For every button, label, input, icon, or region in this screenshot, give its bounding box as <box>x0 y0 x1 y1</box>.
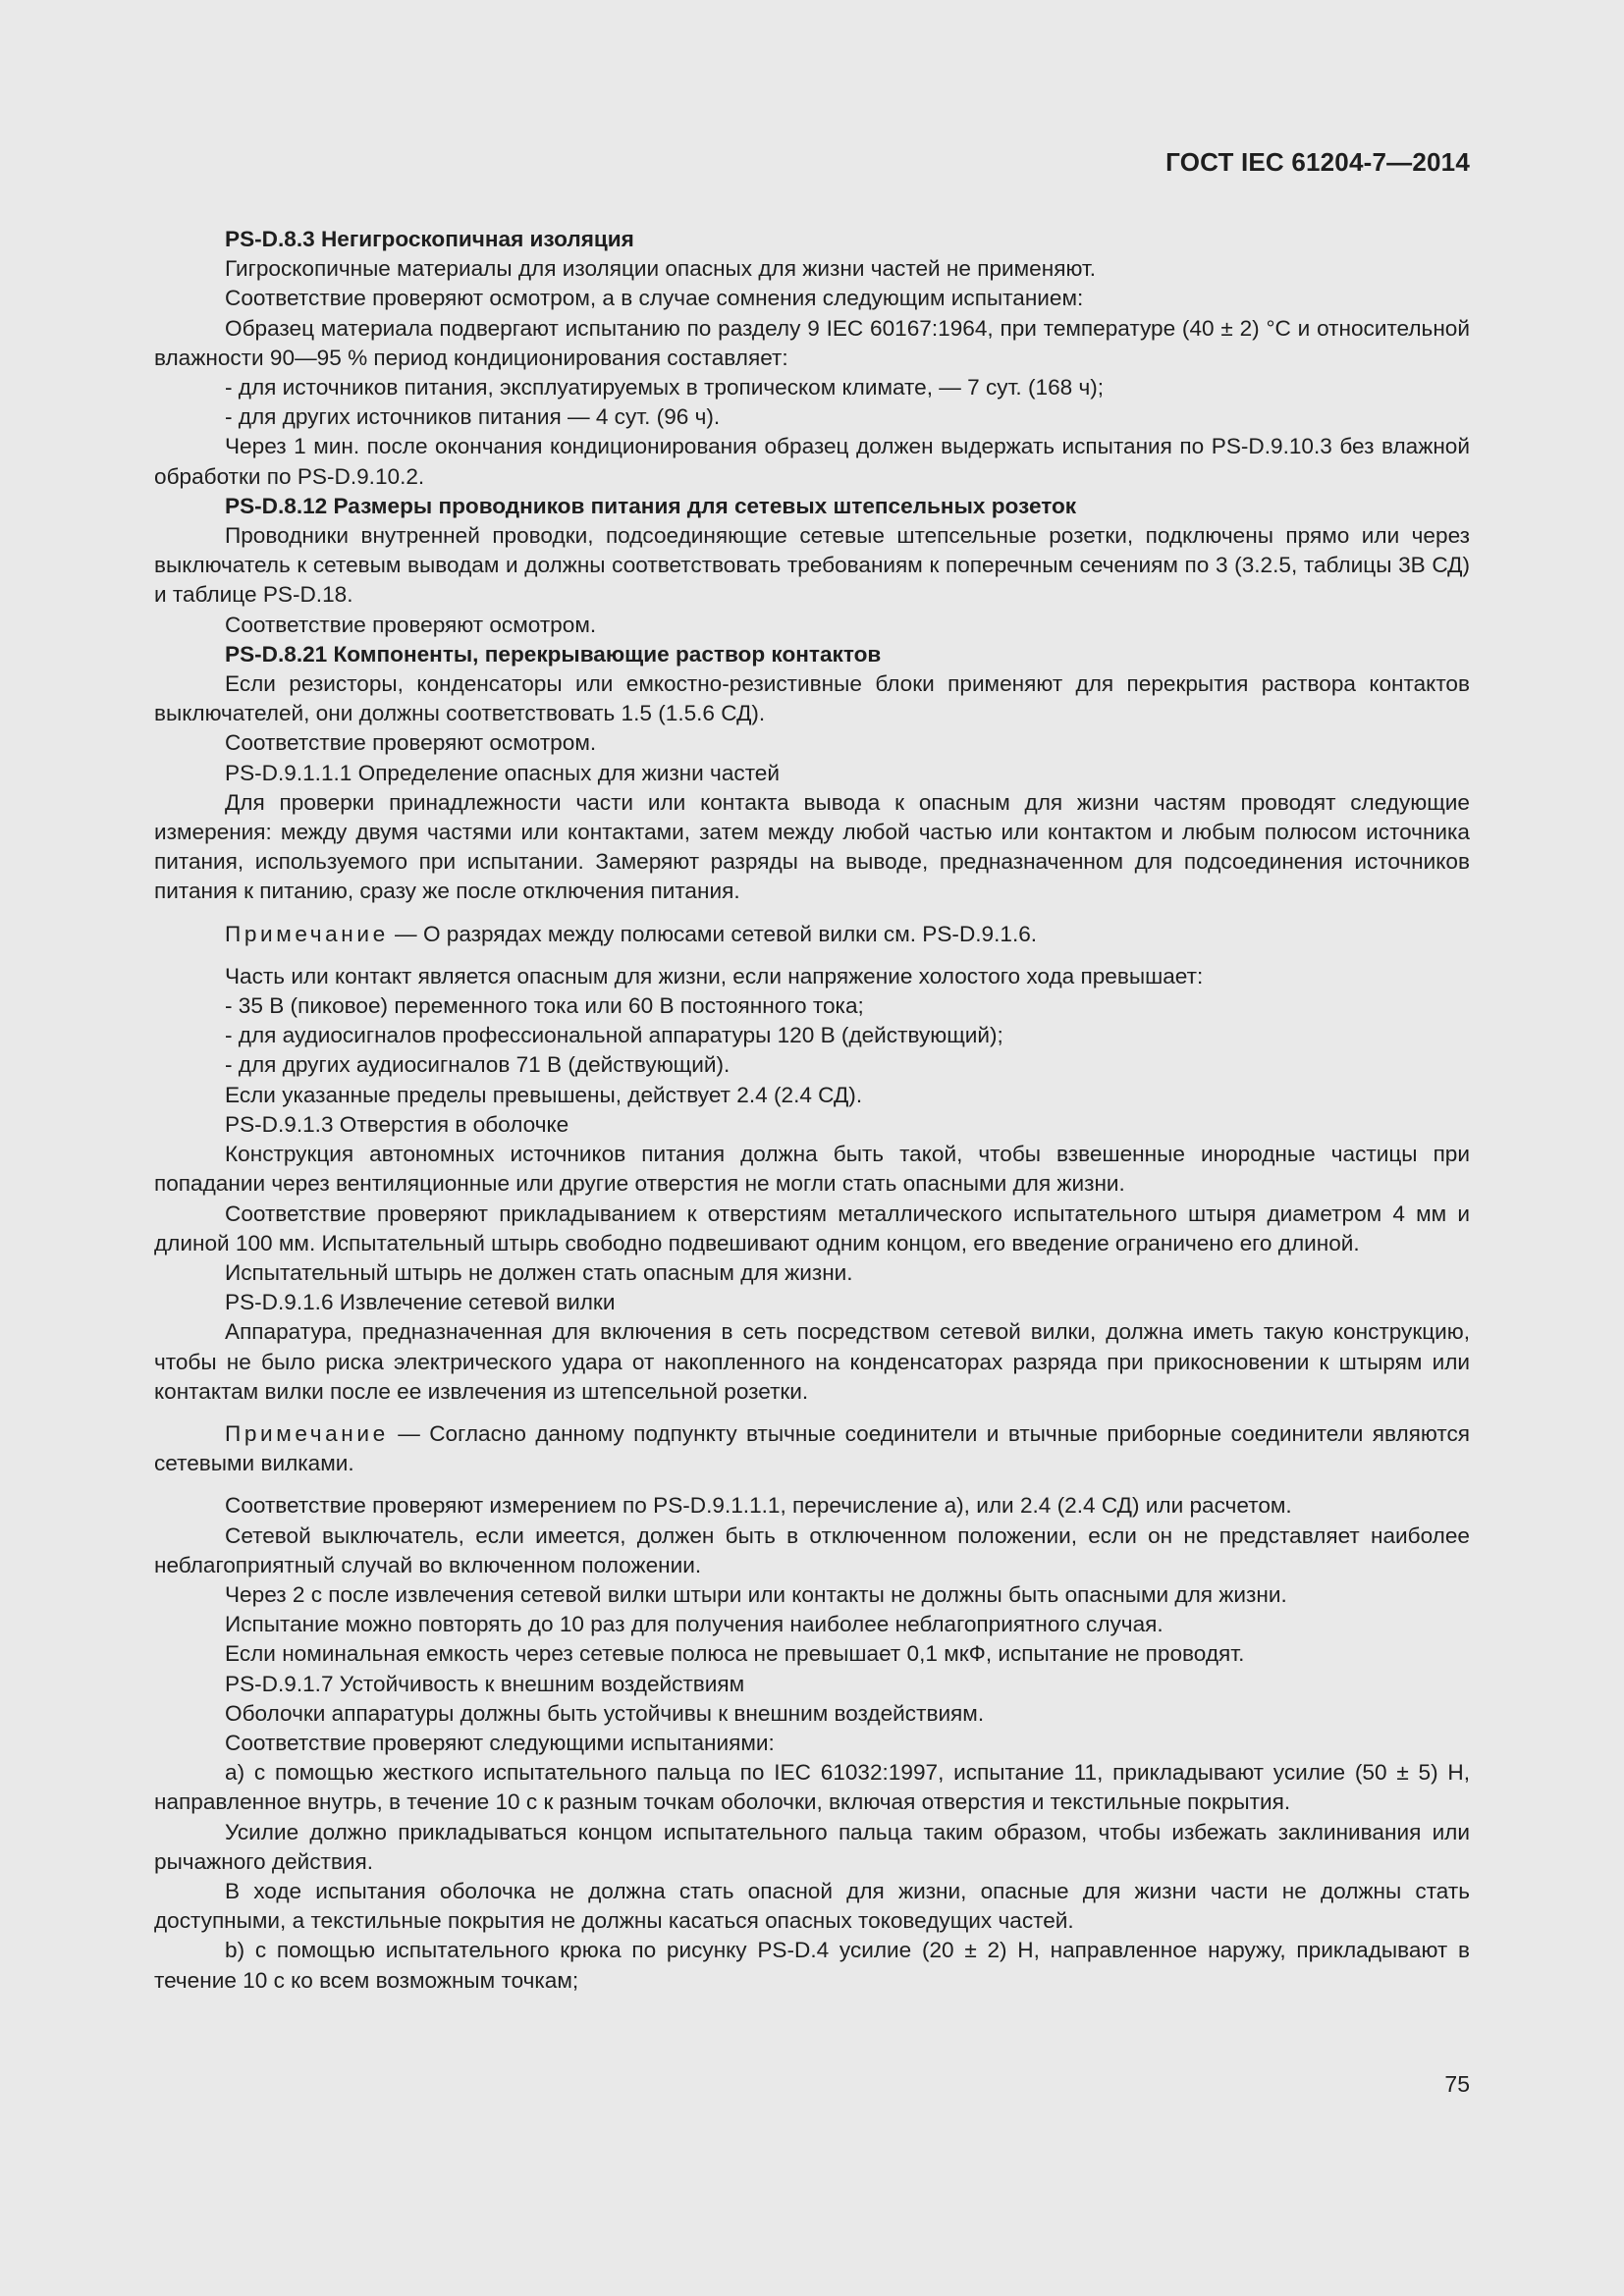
document-header: ГОСТ IEC 61204-7—2014 <box>1165 147 1470 177</box>
body-paragraph: В ходе испытания оболочка не должна стать опасной для жизни, опасные для жизни части не должны стать доступными, а текстильные покрытия не должны касаться опасных токоведущих частей. <box>154 1878 1470 1934</box>
page-number: 75 <box>1444 2071 1470 2097</box>
body-paragraph: - 35 В (пиковое) переменного тока или 60 В постоянного тока; <box>225 993 864 1019</box>
body-paragraph: - для источников питания, эксплуатируемых в тропическом климате, — 7 сут. (168 ч); <box>225 375 1105 400</box>
body-paragraph: Испытательный штырь не должен стать опасным для жизни. <box>225 1259 853 1285</box>
note-text: О разрядах между полюсами сетевой вилки см. PS-D.9.1.6. <box>422 921 1038 946</box>
body-paragraph: b) с помощью испытательного крюка по рисунку PS-D.4 усилие (20 ± 2) Н, направленное наружу, прикладывают в течение 10 с ко всем возможным точкам; <box>154 1938 1470 1993</box>
body-paragraph: - для аудиосигналов профессиональной аппаратуры 120 В (действующий); <box>225 1023 1003 1048</box>
body-paragraph: Гигроскопичные материалы для изоляции опасных для жизни частей не применяют. <box>225 256 1097 282</box>
body-paragraph: Для проверки принадлежности части или контакта вывода к опасным для жизни частям проводят следующие измерения: между двумя частями или контактами, затем между любой частью или контактом и любым полюсом источника питания, используемого при испытании. Замеряют разряды на выводе, предназначенном для подсоединения источников питания к питанию, сразу же после отключения питания. <box>154 789 1470 904</box>
body-paragraph: Сетевой выключатель, если имеется, должен быть в отключенном положении, если он не представляет наиболее неблагоприятный случай во включенном положении. <box>154 1522 1470 1577</box>
body-paragraph: Образец материала подвергают испытанию по разделу 9 IEC 60167:1964, при температуре (40 ± 2) °С и относительной влажности 90—95 % период кондиционирования составляет: <box>154 315 1470 370</box>
body-paragraph: PS-D.9.1.6 Извлечение сетевой вилки <box>225 1290 616 1315</box>
body-paragraph: Через 1 мин. после окончания кондиционирования образец должен выдержать испытания по PS-D.9.10.3 без влажной обработки по PS-D.9.10.2. <box>154 434 1470 489</box>
section-heading: PS-D.8.12 Размеры проводников питания для сетевых штепсельных розеток <box>225 493 1077 518</box>
body-paragraph: Конструкция автономных источников питания должна быть такой, чтобы взвешенные инородные частицы при попадании через вентиляционные или другие отверстия не могли стать опасными для жизни. <box>154 1142 1470 1197</box>
section-heading: PS-D.8.21 Компоненты, перекрывающие раствор контактов <box>225 641 882 667</box>
body-paragraph: Если номинальная емкость через сетевые полюса не превышает 0,1 мкФ, испытание не проводят. <box>225 1641 1245 1667</box>
body-paragraph: Соответствие проверяют осмотром. <box>225 612 597 637</box>
body-paragraph: Часть или контакт является опасным для жизни, если напряжение холостого хода превышает: <box>225 963 1204 988</box>
body-paragraph: Соответствие проверяют осмотром, а в случае сомнения следующим испытанием: <box>225 286 1084 311</box>
body-paragraph: - для других аудиосигналов 71 В (действующий). <box>225 1052 731 1078</box>
note-paragraph: Примечание — О разрядах между полюсами сетевой вилки см. PS-D.9.1.6. <box>225 921 1038 946</box>
body-paragraph: PS-D.9.1.7 Устойчивость к внешним воздействиям <box>225 1671 745 1696</box>
body-paragraph: Если резисторы, конденсаторы или емкостно-резистивные блоки применяют для перекрытия раствора контактов выключателей, они должны соответствовать 1.5 (1.5.6 СД). <box>154 671 1470 726</box>
body-paragraph: Соответствие проверяют прикладыванием к отверстиям металлического испытательного штыря диаметром 4 мм и длиной 100 мм. Испытательный штырь свободно подвешивают одним концом, его введение ограничено его длиной. <box>154 1201 1470 1255</box>
note-paragraph: Примечание — Согласно данному подпункту втычные соединители и втычные приборные соединители являются сетевыми вилками. <box>154 1420 1470 1476</box>
body-paragraph: Соответствие проверяют следующими испытаниями: <box>225 1730 775 1755</box>
body-paragraph: Если указанные пределы превышены, действует 2.4 (2.4 СД). <box>225 1082 863 1107</box>
note-label: Примечание <box>225 921 389 946</box>
body-paragraph: PS-D.9.1.1.1 Определение опасных для жизни частей <box>225 760 780 785</box>
document-body <box>154 225 1470 1996</box>
body-paragraph: Соответствие проверяют осмотром. <box>225 730 597 756</box>
body-paragraph: Проводники внутренней проводки, подсоединяющие сетевые штепсельные розетки, подключены прямо или через выключатель к сетевым выводам и должны соответствовать требованиям к поперечным сечениям по 3 (3.2.5, таблицы 3В СД) и таблице PS-D.18. <box>154 523 1470 608</box>
note-text: Согласно данному подпункту втычные соединители и втычные приборные соединители являются сетевыми вилками. <box>154 1420 1470 1476</box>
body-paragraph: а) с помощью жесткого испытательного пальца по IEC 61032:1997, испытание 11, прикладывают усилие (50 ± 5) Н, направленное внутрь, в течение 10 с к разным точкам оболочки, включая отверстия и текстильные покрытия. <box>154 1760 1470 1815</box>
body-paragraph: Испытание можно повторять до 10 раз для получения наиболее неблагоприятного случая. <box>225 1612 1164 1637</box>
note-label: Примечание <box>225 1420 389 1446</box>
body-paragraph: Через 2 с после извлечения сетевой вилки штыри или контакты не должны быть опасными для жизни. <box>225 1581 1287 1607</box>
section-heading: PS-D.8.3 Негигроскопичная изоляция <box>225 227 634 251</box>
body-paragraph: - для других источников питания — 4 сут. (96 ч). <box>225 404 721 430</box>
body-paragraph: Соответствие проверяют измерением по PS-D.9.1.1.1, перечисление а), или 2.4 (2.4 СД) или расчетом. <box>225 1493 1292 1519</box>
body-paragraph: Оболочки аппаратуры должны быть устойчивы к внешним воздействиям. <box>225 1700 985 1726</box>
body-paragraph: PS-D.9.1.3 Отверстия в оболочке <box>225 1111 569 1137</box>
body-paragraph: Аппаратура, предназначенная для включения в сеть посредством сетевой вилки, должна иметь такую конструкцию, чтобы не было риска электрического удара от накопленного на конденсаторах разряда при прикосновении к штырям или контактам вилки после ее извлечения из штепсельной розетки. <box>154 1319 1470 1404</box>
body-paragraph: Усилие должно прикладываться концом испытательного пальца таким образом, чтобы избежать заклинивания или рычажного действия. <box>154 1819 1470 1874</box>
